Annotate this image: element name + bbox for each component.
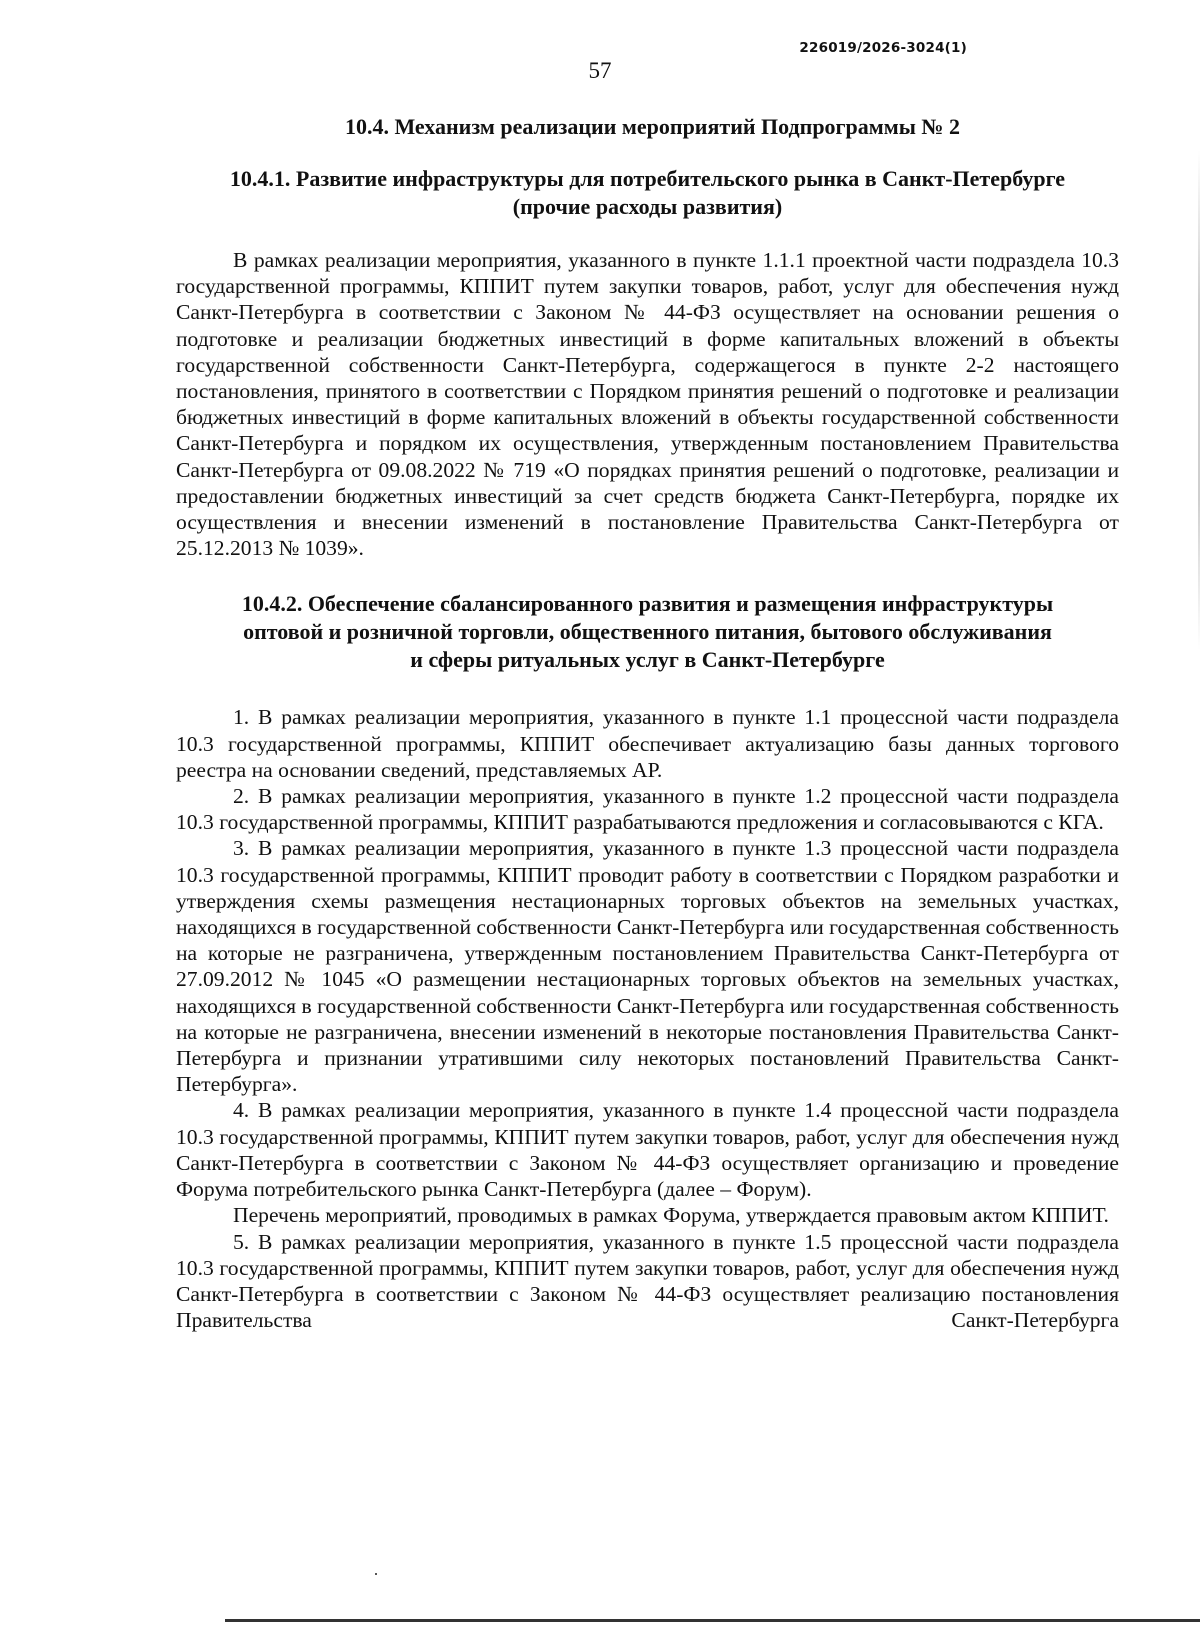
subsection-1-title (176, 165, 1119, 221)
document-number: 226019/2026-3024(1) (799, 40, 967, 56)
subsection-2-title (161, 590, 1134, 674)
list-item-4-note: Перечень мероприятий, проводимых в рамках Форума, утверждается правовым актом КППИТ. (233, 1203, 1109, 1228)
subsection-2-title-line-1: 10.4.2. Обеспечение сбалансированного развития и размещения инфраструктуры (241, 591, 1054, 617)
page-body (176, 113, 1119, 1333)
section-title: 10.4. Механизм реализации мероприятий Подпрограммы № 2 (344, 114, 961, 139)
subsection-1-title-line-2: (прочие расходы развития) (512, 194, 783, 219)
subsection-1-title-line-1: 10.4.1. Развитие инфраструктуры для потребительского рынка в Санкт-Петербурге (229, 166, 1066, 191)
subsection-1-paragraph: В рамках реализации мероприятия, указанного в пункте 1.1.1 проектной части подраздела 10.3 государственной программы, КППИТ путем закупки товаров, работ, услуг для обеспечения нужд Санкт-Петербурга в соответствии с Законом № 44-ФЗ осуществляет на основании решения о подготовке и реализации бюджетных инвестиций в форме капитальных вложений в объекты государственной собственности Санкт-Петербурга, содержащегося в пункте 2-2 настоящего постановления, принятого в соответствии с Порядком принятия решений о подготовке и реализации бюджетных инвестиций в форме капитальных вложений в объекты государственной собственности Санкт-Петербурга и порядком их осуществления, утвержденным постановлением Правительства Санкт-Петербурга от 09.08.2022 № 719 «О порядках принятия решений о подготовке, реализации и предоставлении бюджетных инвестиций за счет средств бюджета Санкт-Петербурга, порядке их осуществления и внесении изменений в постановление Правительства Санкт-Петербурга от 25.12.2013 № 1039». (176, 248, 1119, 561)
subsection-2-title-line-3: и сферы ритуальных услуг в Санкт-Петербурге (410, 647, 885, 673)
page-number: 57 (588, 58, 612, 83)
scan-bottom-edge (225, 1619, 1200, 1622)
list-item-3: 3. В рамках реализации мероприятия, указанного в пункте 1.3 процессной части подраздела 10.3 государственной программы, КППИТ проводит работу в соответствии с Порядком разработки и утверждения схемы размещения нестационарных торговых объектов на земельных участках, находящихся в государственной собственности Санкт-Петербурга или государственная собственность на которые не разграничена, утвержденным постановлением Правительства Санкт-Петербурга от 27.09.2012 № 1045 «О размещении нестационарных торговых объектов на земельных участках, находящихся в государственной собственности Санкт-Петербурга или государственная собственность на которые не разграничена, внесении изменений в некоторые постановления Правительства Санкт-Петербурга и признании утратившими силу некоторых постановлений Правительства Санкт-Петербурга». (176, 836, 1119, 1097)
subsection-2-title-line-2: оптовой и розничной торговли, общественного питания, бытового обслуживания (243, 619, 1052, 645)
list-item-5: 5. В рамках реализации мероприятия, указанного в пункте 1.5 процессной части подраздела 10.3 государственной программы, КППИТ путем закупки товаров, работ, услуг для обеспечения нужд Санкт-Петербурга в соответствии с Законом № 44-ФЗ осуществляет реализацию постановления Правительства Санкт-Петербурга (176, 1229, 1119, 1333)
list-item-2: 2. В рамках реализации мероприятия, указанного в пункте 1.2 процессной части подраздела 10.3 государственной программы, КППИТ разрабатываются предложения и согласовываются с КГА. (176, 784, 1119, 835)
list-item-4: 4. В рамках реализации мероприятия, указанного в пункте 1.4 процессной части подраздела 10.3 государственной программы, КППИТ путем закупки товаров, работ, услуг для обеспечения нужд Санкт-Петербурга в соответствии с Законом № 44-ФЗ осуществляет организацию и проведение Форума потребительского рынка Санкт-Петербурга (далее – Форум). (176, 1098, 1119, 1202)
scan-speck (375, 1573, 377, 1575)
list-item-1: 1. В рамках реализации мероприятия, указанного в пункте 1.1 процессной части подраздела 10.3 государственной программы, КППИТ обеспечивает актуализацию базы данных торгового реестра на основании сведений, представляемых АР. (176, 705, 1119, 782)
